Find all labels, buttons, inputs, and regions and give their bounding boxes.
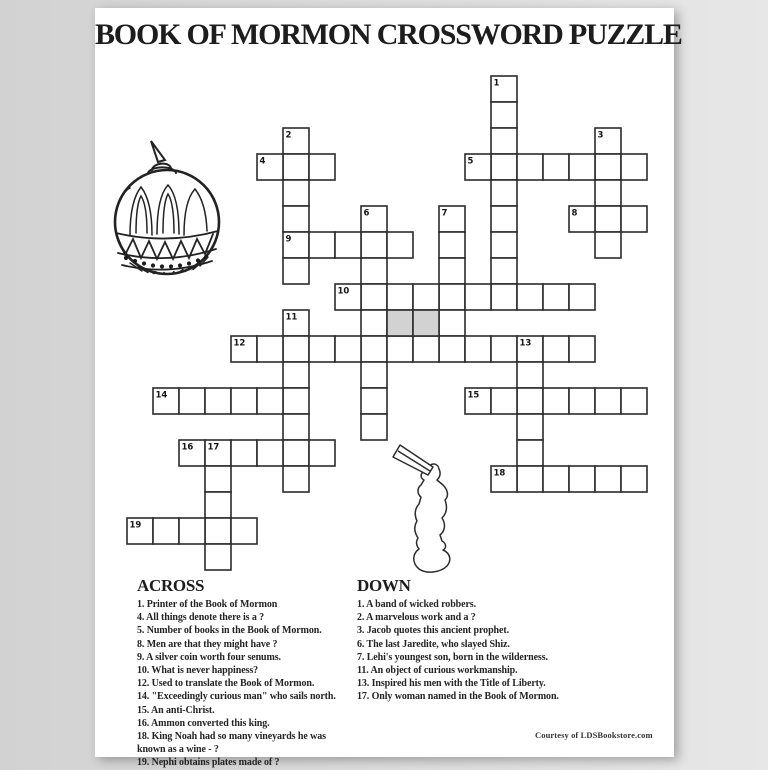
grid-cell: [205, 388, 231, 414]
puzzle-page: [95, 8, 682, 769]
clue-number-label: 8: [571, 208, 578, 219]
across-header: ACROSS: [137, 576, 205, 595]
grid-cell: [491, 180, 517, 206]
grid-cell: [491, 336, 517, 362]
grid-cell: [205, 518, 231, 544]
grid-cell: [595, 388, 621, 414]
grid-cell: [361, 232, 387, 258]
grid-cell: [179, 518, 205, 544]
courtesy-credit: Courtesy of LDSBookstore.com: [535, 730, 653, 740]
grid-cell: [491, 102, 517, 128]
grid-cell: [257, 440, 283, 466]
grid-cell: [361, 284, 387, 310]
clue-item: 1. A band of wicked robbers.: [357, 599, 476, 610]
grid-cell: [439, 232, 465, 258]
grid-cell: [543, 154, 569, 180]
clue-item: 4. All things denote there is a ?: [137, 612, 265, 624]
grid-cell: [543, 284, 569, 310]
grid-cell: [517, 466, 543, 492]
grid-cell: [283, 414, 309, 440]
grid-cell: [569, 466, 595, 492]
clue-number-label: 15: [467, 390, 480, 401]
grid-cell: [595, 466, 621, 492]
grid-cell: [387, 336, 413, 362]
clue-item: 18. King Noah had so many vineyards he was known as a wine - ?: [137, 731, 326, 756]
grid-cell: [517, 388, 543, 414]
grid-cell: [491, 206, 517, 232]
grid-cell: [491, 284, 517, 310]
grid-cell: [517, 440, 543, 466]
grid-cell: [491, 128, 517, 154]
grid-cell: [517, 414, 543, 440]
clue-number-label: 6: [363, 208, 370, 219]
grid-cell: [439, 310, 465, 336]
across-clues-section: [137, 577, 354, 770]
grid-cell: [465, 284, 491, 310]
grid-cell: [491, 258, 517, 284]
clue-number-label: 10: [337, 286, 350, 297]
clue-number-label: 19: [129, 520, 142, 531]
grid-cell: [361, 362, 387, 388]
grid-cell: [387, 232, 413, 258]
grid-cell: [231, 440, 257, 466]
grid-cell: [335, 232, 361, 258]
grid-cell: [465, 336, 491, 362]
grid-cell: [621, 388, 647, 414]
clue-item: 14. "Exceedingly curious man" who sails north.: [137, 691, 336, 703]
clue-number-label: 3: [597, 130, 604, 141]
grid-cell: [361, 414, 387, 440]
grid-cell: [283, 440, 309, 466]
grid-cell: [283, 362, 309, 388]
clue-item: 1. Printer of the Book of Mormon: [137, 599, 278, 610]
grid-cell: [439, 336, 465, 362]
grid-cell: [595, 180, 621, 206]
grid-cell: [439, 258, 465, 284]
grid-cell: [491, 154, 517, 180]
clue-item: 9. A silver coin worth four senums.: [137, 651, 281, 663]
crossword-grid: [125, 74, 649, 572]
grid-cell: [257, 336, 283, 362]
grid-cell: [309, 154, 335, 180]
clue-number-label: 7: [441, 208, 448, 219]
clue-number-label: 17: [207, 442, 220, 453]
clue-item: 3. Jacob quotes this ancient prophet.: [357, 625, 509, 637]
grid-cell: [569, 284, 595, 310]
grid-cell: [309, 336, 335, 362]
grid-cell: [569, 336, 595, 362]
grid-cell: [569, 388, 595, 414]
angel-moroni-illustration: [391, 442, 463, 574]
clue-item: 8. Men are that they might have ?: [137, 638, 278, 650]
page-title: BOOK OF MORMON CROSSWORD PUZZLE: [95, 18, 682, 51]
grid-cell: [621, 154, 647, 180]
grid-cell: [543, 336, 569, 362]
clue-item: 17. Only woman named in the Book of Mormon.: [357, 691, 559, 703]
grid-cell: [283, 466, 309, 492]
moroni-figure: [414, 464, 450, 572]
grid-cell: [517, 154, 543, 180]
grid-cell: [361, 258, 387, 284]
grid-cell: [595, 154, 621, 180]
grid-cell: [361, 388, 387, 414]
grid-cell: [595, 206, 621, 232]
clue-number-label: 5: [467, 156, 474, 167]
clue-number-label: 4: [259, 156, 266, 167]
down-clue-list: [357, 598, 632, 704]
grid-cell: [621, 206, 647, 232]
clue-number-label: 1: [493, 78, 500, 89]
clue-number-label: 9: [285, 234, 292, 245]
grid-cell: [283, 388, 309, 414]
clue-item: 2. A marvelous work and a ?: [357, 612, 476, 624]
clue-item: 5. Number of books in the Book of Mormon.: [137, 625, 322, 637]
clue-number-label: 13: [519, 338, 532, 349]
grid-cell: [335, 336, 361, 362]
down-header: DOWN: [357, 576, 411, 595]
grid-cell: [413, 284, 439, 310]
grid-cell: [257, 388, 283, 414]
grid-cell: [517, 362, 543, 388]
grid-cell: [309, 440, 335, 466]
clue-number-label: 16: [181, 442, 194, 453]
grid-cell: [283, 180, 309, 206]
grid-cell: [439, 284, 465, 310]
grid-cell: [283, 258, 309, 284]
clue-item: 19. Nephi obtains plates made of ?: [137, 757, 280, 769]
grid-cell: [569, 154, 595, 180]
clue-number-label: 2: [285, 130, 292, 141]
grid-cell: [491, 232, 517, 258]
clue-item: 6. The last Jaredite, who slayed Shiz.: [357, 638, 510, 650]
down-clues-section: [357, 577, 632, 704]
grid-cell: [179, 388, 205, 414]
grid-cell: [517, 284, 543, 310]
clue-item: 12. Used to translate the Book of Mormon.: [137, 678, 315, 690]
grid-cell: [153, 518, 179, 544]
clue-number-label: 12: [233, 338, 246, 349]
grid-cell: [543, 388, 569, 414]
grid-cell: [205, 544, 231, 570]
grid-cell: [231, 388, 257, 414]
clue-number-label: 11: [285, 312, 298, 323]
clue-item: 16. Ammon converted this king.: [137, 717, 270, 729]
clue-item: 11. An object of curious workmanship.: [357, 665, 518, 677]
grid-cell: [361, 336, 387, 362]
grid-cell: [309, 232, 335, 258]
clue-number-label: 18: [493, 468, 506, 479]
clue-item: 10. What is never happiness?: [137, 665, 259, 677]
grid-cell: [231, 518, 257, 544]
grid-cell: [387, 284, 413, 310]
clue-number-label: 14: [155, 390, 168, 401]
grid-cell: [283, 336, 309, 362]
grid-cell: [413, 336, 439, 362]
grid-cell: [361, 310, 387, 336]
clue-item: 15. An anti-Christ.: [137, 704, 215, 716]
grid-cell: [491, 388, 517, 414]
grid-cell: [413, 310, 439, 336]
across-clue-list: [137, 598, 354, 770]
grid-cell: [205, 466, 231, 492]
grid-cell: [283, 154, 309, 180]
grid-cell: [387, 310, 413, 336]
grid-cell: [595, 232, 621, 258]
clue-item: 7. Lehi's youngest son, born in the wilderness.: [357, 651, 548, 663]
grid-cell: [283, 206, 309, 232]
grid-cell: [205, 492, 231, 518]
clue-item: 13. Inspired his men with the Title of Liberty.: [357, 678, 546, 690]
grid-cell: [543, 466, 569, 492]
grid-cell: [621, 466, 647, 492]
